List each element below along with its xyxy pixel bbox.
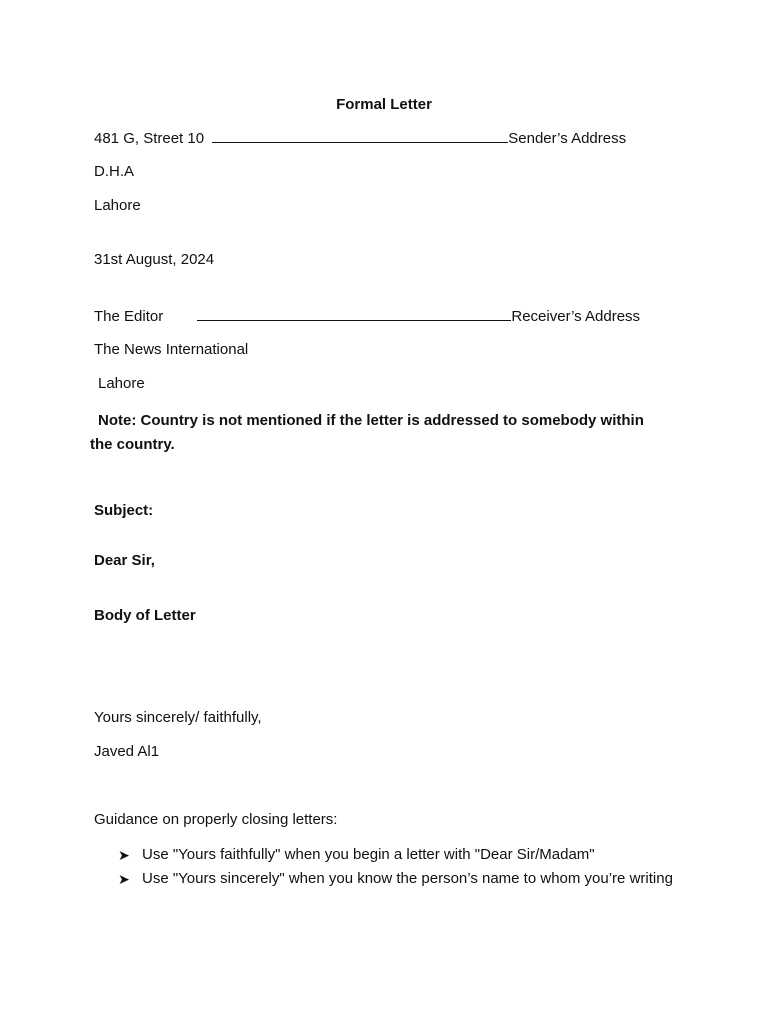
guidance-heading: Guidance on properly closing letters: <box>94 811 338 828</box>
arrowhead-bullet-icon: ➤ <box>118 871 130 887</box>
guidance-list <box>118 843 678 891</box>
sender-address-line-1-row <box>94 128 626 149</box>
letter-date: 31st August, 2024 <box>94 251 215 268</box>
signature-name: Javed Al1 <box>94 743 160 760</box>
sender-address-label: Sender’s Address <box>508 130 627 147</box>
guidance-list-item <box>118 843 678 867</box>
receiver-address-line-1-row <box>94 306 640 327</box>
receiver-address-rule <box>197 306 511 321</box>
receiver-address-line-1: The Editor <box>94 308 164 325</box>
country-note: Note: Country is not mentioned if the letter is addressed to somebody within the country. <box>90 412 644 453</box>
guidance-list-item <box>118 867 678 891</box>
arrowhead-bullet-icon: ➤ <box>118 847 130 863</box>
sender-address-rule <box>212 128 508 143</box>
receiver-address-line-3: Lahore <box>98 375 145 392</box>
salutation: Dear Sir, <box>94 552 155 569</box>
guidance-item-text: Use "Yours sincerely" when you know the person’s name to whom you’re writing <box>142 870 673 887</box>
guidance-item-text: Use "Yours faithfully" when you begin a letter with "Dear Sir/Madam" <box>142 846 595 863</box>
document-title: Formal Letter <box>336 96 432 113</box>
receiver-address-line-2: The News International <box>94 341 249 358</box>
body-placeholder: Body of Letter <box>94 607 196 624</box>
sender-address-line-3: Lahore <box>94 197 141 214</box>
subject-label: Subject: <box>94 502 154 519</box>
sender-address-line-1: 481 G, Street 10 <box>94 130 205 147</box>
closing-phrase: Yours sincerely/ faithfully, <box>94 709 262 726</box>
sender-address-line-2: D.H.A <box>94 163 135 180</box>
receiver-address-label: Receiver’s Address <box>511 308 641 325</box>
